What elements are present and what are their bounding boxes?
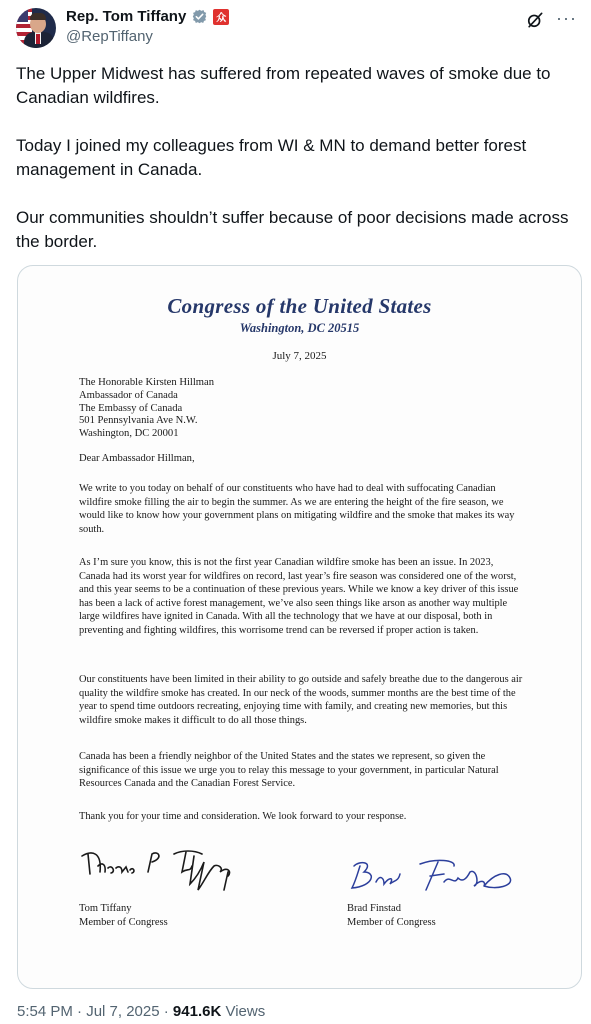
letter-paragraph: Canada has been a friendly neighbor of the United States and the states we represent, so given the significance of this issue we urge you to relay this message to your government, in particular Natural Resources Canada and the Canadian Forest Service. [79,751,499,790]
letter-date: July 7, 2025 [272,350,327,362]
tweet-header [16,6,577,48]
letter-paragraph: Thank you for your time and consideration. We look forward to your response. [79,811,407,822]
tweet-paragraph: The Upper Midwest has suffered from repeated waves of smoke due to Canadian wildfires. [16,64,551,107]
views-count[interactable]: 941.6K [172,1003,222,1020]
address-line: 501 Pennsylvania Ave N.W. [79,415,198,427]
address-line: The Honorable Kirsten Hillman [79,377,215,388]
letterhead-title: Congress of the United States [167,294,432,318]
letter-paragraph: We write to you today on behalf of our constituents who have had to deal with suffocating Canadian wildfire smoke filling the air to begin the summer. As we are entering the height of the fire season, we would like to know how your government plans on mitigating wildfire and the smoke that makes its way south. [79,483,515,535]
views-label: Views [221,1003,266,1020]
address-line: Ambassador of Canada [79,389,178,401]
signer-name: Brad Finstad [347,903,401,914]
tweet-text [16,62,576,278]
affiliation-badge[interactable]: 众 [213,9,229,25]
signer-title: Member of Congress [79,916,168,928]
tweet-image[interactable] [17,265,582,989]
timestamp[interactable]: 5:54 PM · Jul 7, 2025 · [17,1003,173,1020]
author-name[interactable]: Rep. Tom Tiffany [66,8,187,25]
grok-icon[interactable] [525,10,545,35]
name-row [66,8,229,25]
avatar[interactable] [16,8,56,48]
tweet-paragraph: Today I joined my colleagues from WI & MN to demand better forest management in Canada. [16,136,527,179]
signer-name: Tom Tiffany [79,903,132,914]
recipient-address [79,377,214,441]
author-handle[interactable]: @RepTiffany [66,28,153,45]
signer-title: Member of Congress [347,916,436,928]
letter-paragraph: Our constituents have been limited in their ability to go outside and safely breathe due to the dangerous air quality the wildfire smoke has created. In our neck of the woods, summer months are the best time of the year to spend time outdoors recreating, enjoying time with family, and creating new memories, but this wildfire smoke makes it difficult to do all those things. [79,674,523,726]
verified-badge-icon[interactable] [191,8,208,25]
address-line: Washington, DC 20001 [79,428,179,440]
letterhead-city: Washington, DC 20515 [239,321,360,335]
letter-paragraph: As I’m sure you know, this is not the first year Canadian wildfire smoke has been an issue. In 2023, Canada had its worst year for wildfires on record, last year’s fire season was considered one of the worst, and this year seems to be a continuation of these previous years. While we know a key driver of this issue has been a lack of active forest management, we’ve also seen things like arson as another way multiple large wildfires have ignited in Canada. With all the technology that we have at our disposal, both in preventing and fighting wildfires, this worrisome trend can be reversed if proper action is taken. [79,557,519,636]
signer-block [79,902,168,929]
signer-block [347,902,436,929]
signature-finstad [346,856,526,900]
address-line: The Embassy of Canada [79,402,183,414]
letter-document [18,266,581,988]
salutation: Dear Ambassador Hillman, [79,453,195,464]
tweet-paragraph: Our communities shouldn’t suffer because of poor decisions made across the border. [16,208,569,251]
tweet-meta [17,1003,265,1020]
signature-tiffany [78,842,258,894]
more-icon[interactable]: ··· [556,8,577,28]
